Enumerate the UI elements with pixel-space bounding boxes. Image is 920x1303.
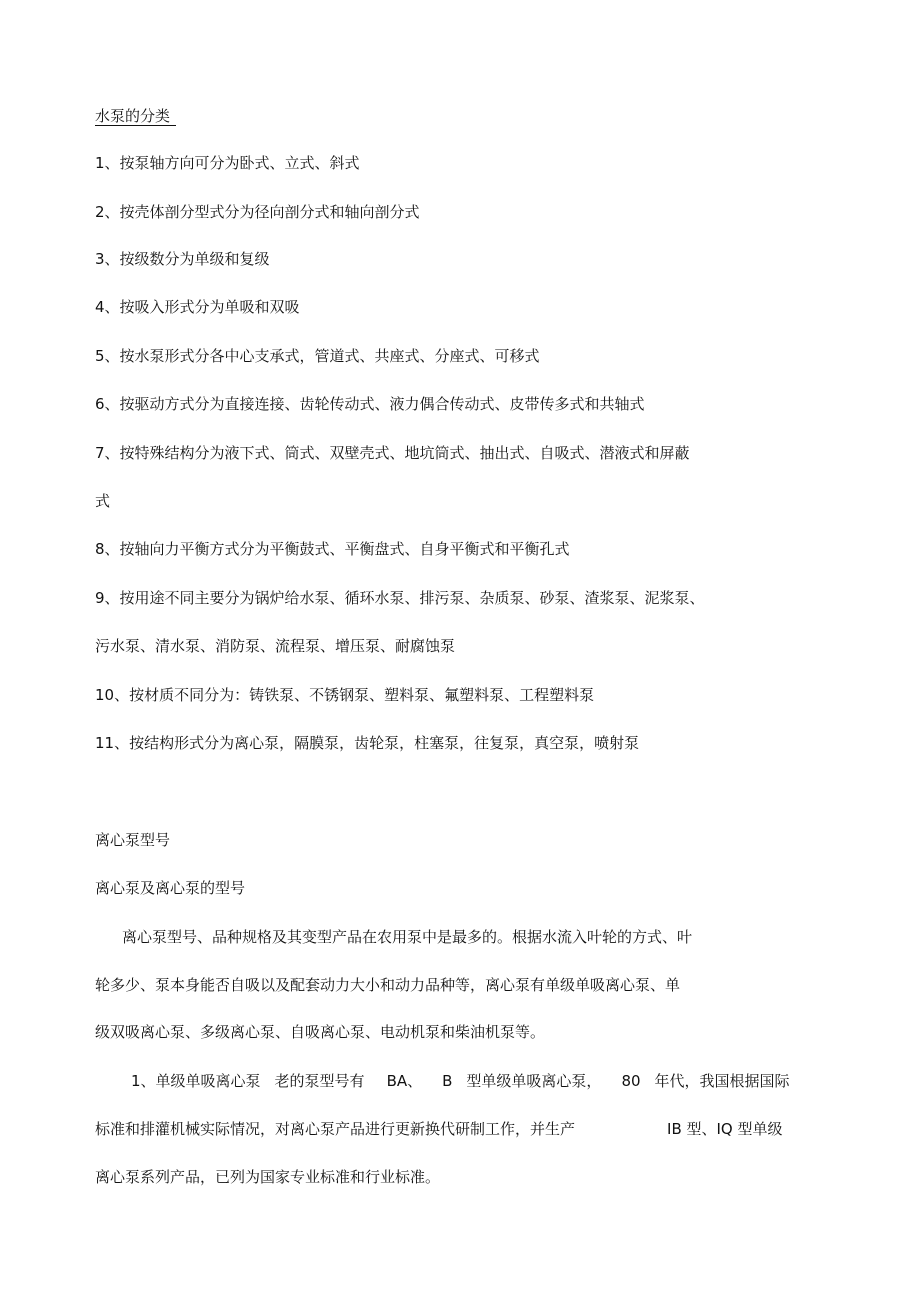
classification-item-10: 10、按材质不同分为：铸铁泵、不锈钢泵、塑料泵、氟塑料泵、工程塑料泵: [95, 686, 595, 704]
classification-item-1: 1、按泵轴方向可分为卧式、立式、斜式: [95, 154, 360, 172]
section1-model-ba: BA、: [386, 1072, 423, 1090]
section1-model-b: B: [442, 1072, 453, 1090]
classification-item-8: 8、按轴向力平衡方式分为平衡鼓式、平衡盘式、自身平衡式和平衡孔式: [95, 540, 570, 558]
section1-line-2: [95, 1119, 783, 1139]
section1-line-2-text: 标准和排灌机械实际情况，对离心泵产品进行更新换代研制工作，并生产: [95, 1120, 576, 1138]
intro-line-2: 轮多少、泵本身能否自吸以及配套动力大小和动力品种等，离心泵有单级单吸离心泵、单: [95, 976, 681, 994]
section1-decade-text: 年代，我国根据国际: [654, 1072, 790, 1090]
section1-line-3: 离心泵系列产品，已列为国家专业标准和行业标准。: [95, 1168, 441, 1186]
classification-item-9: 9、按用途不同主要分为锅炉给水泵、循环水泵、排污泵、杂质泵、砂泵、渣浆泵、泥浆泵、: [95, 589, 705, 607]
section1-model-desc: 型单级单吸离心泵，: [466, 1072, 602, 1090]
section1-line-1: [131, 1071, 790, 1091]
classification-item-3: 3、按级数分为单级和复级: [95, 250, 270, 268]
intro-line-1: 离心泵型号、品种规格及其变型产品在农用泵中是最多的。根据水流入叶轮的方式、叶: [122, 928, 693, 946]
classification-title: [95, 106, 176, 126]
centrifugal-heading: 离心泵型号: [95, 831, 171, 849]
section1-title: 1、单级单吸离心泵: [131, 1072, 261, 1090]
centrifugal-subheading: 离心泵及离心泵的型号: [95, 879, 246, 897]
classification-item-7-continued: 式: [95, 492, 111, 510]
classification-item-2: 2、按壳体剖分型式分为径向剖分式和轴向剖分式: [95, 203, 420, 221]
classification-item-11: 11、按结构形式分为离心泵，隔膜泵，齿轮泵，柱塞泵，往复泵，真空泵，喷射泵: [95, 734, 640, 752]
classification-item-4: 4、按吸入形式分为单吸和双吸: [95, 298, 300, 316]
classification-item-7: 7、按特殊结构分为液下式、筒式、双壁壳式、地坑筒式、抽出式、自吸式、潜液式和屏蔽: [95, 444, 690, 462]
section1-decade: 80: [621, 1072, 641, 1090]
classification-item-6: 6、按驱动方式分为直接连接、齿轮传动式、液力偶合传动式、皮带传多式和共轴式: [95, 395, 645, 413]
intro-line-3: 级双吸离心泵、多级离心泵、自吸离心泵、电动机泵和柴油机泵等。: [95, 1023, 546, 1041]
classification-item-5: 5、按水泵形式分各中心支承式，管道式、共座式、分座式、可移式: [95, 347, 540, 365]
classification-title-text: 水泵的分类: [95, 107, 176, 126]
classification-item-9-continued: 污水泵、清水泵、消防泵、流程泵、增压泵、耐腐蚀泵: [95, 637, 456, 655]
section1-new-models: IB 型、IQ 型单级: [667, 1120, 783, 1138]
section1-old-models-label: 老的泵型号有: [274, 1072, 365, 1090]
